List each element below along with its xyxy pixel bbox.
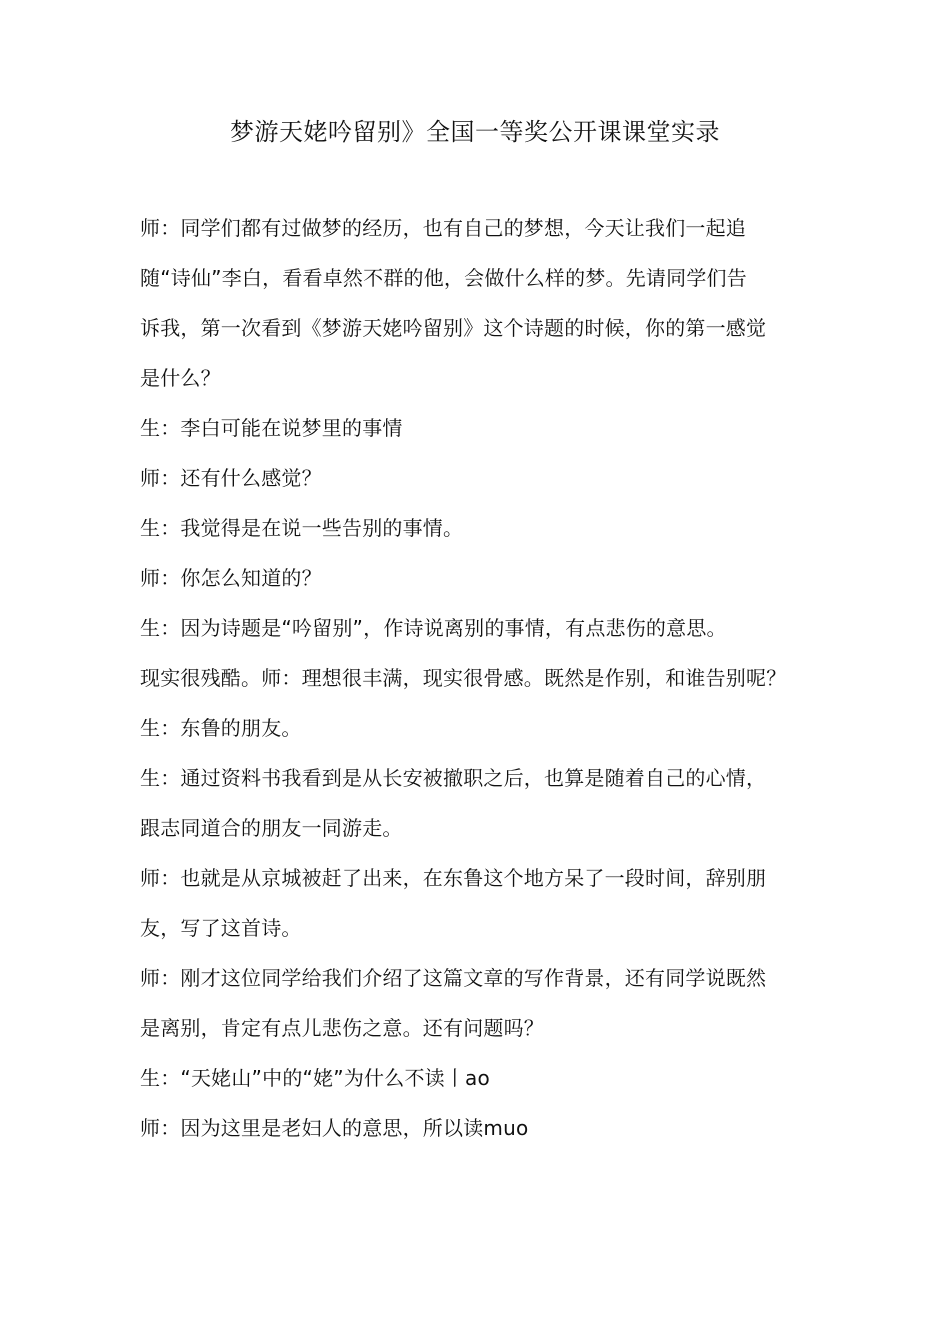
text-line: 随“诗仙”李白，看看卓然不群的他，会做什么样的梦。先请同学们告	[140, 266, 747, 290]
text-line: 生：东鲁的朋友。	[140, 716, 302, 740]
text-line: 生：我觉得是在说一些告别的事情。	[140, 516, 464, 540]
text-line: 现实很残酷。师：理想很丰满，现实很骨感。既然是作别，和谁告别呢？	[140, 666, 787, 690]
text-line: 友，写了这首诗。	[140, 916, 302, 940]
text-line: 生：因为诗题是“吟留别”，作诗说离别的事情，有点悲伤的意思。	[140, 616, 727, 640]
text-line: 是什么？	[140, 366, 221, 390]
text-line: 生：李白可能在说梦里的事情	[140, 416, 403, 440]
text-line: 师：还有什么感觉？	[140, 466, 322, 490]
text-line: 跟志同道合的朋友一同游走。	[140, 816, 403, 840]
text-line: 诉我，第一次看到《梦游天姥吟留别》这个诗题的时候，你的第一感觉	[140, 316, 767, 340]
text-line: 师：刚才这位同学给我们介绍了这篇文章的写作背景，还有同学说既然	[140, 966, 767, 990]
text-line: 师：你怎么知道的？	[140, 566, 322, 590]
text-line: 生：通过资料书我看到是从长安被撤职之后，也算是随着自己的心情，	[140, 766, 767, 790]
document-body	[140, 208, 830, 1158]
text-line: 师：因为这里是老妇人的意思，所以读muo	[140, 1116, 529, 1140]
text-line: 是离别，肯定有点儿悲伤之意。还有问题吗？	[140, 1016, 544, 1040]
document-title: 梦游天姥吟留别》全国一等奖公开课课堂实录	[230, 118, 720, 146]
text-line: 师：同学们都有过做梦的经历，也有自己的梦想，今天让我们一起追	[140, 216, 746, 240]
text-line: 生：“天姥山”中的“姥”为什么不读丨ao	[140, 1066, 490, 1090]
text-line: 师：也就是从京城被赶了出来，在东鲁这个地方呆了一段时间，辞别朋	[140, 866, 767, 890]
